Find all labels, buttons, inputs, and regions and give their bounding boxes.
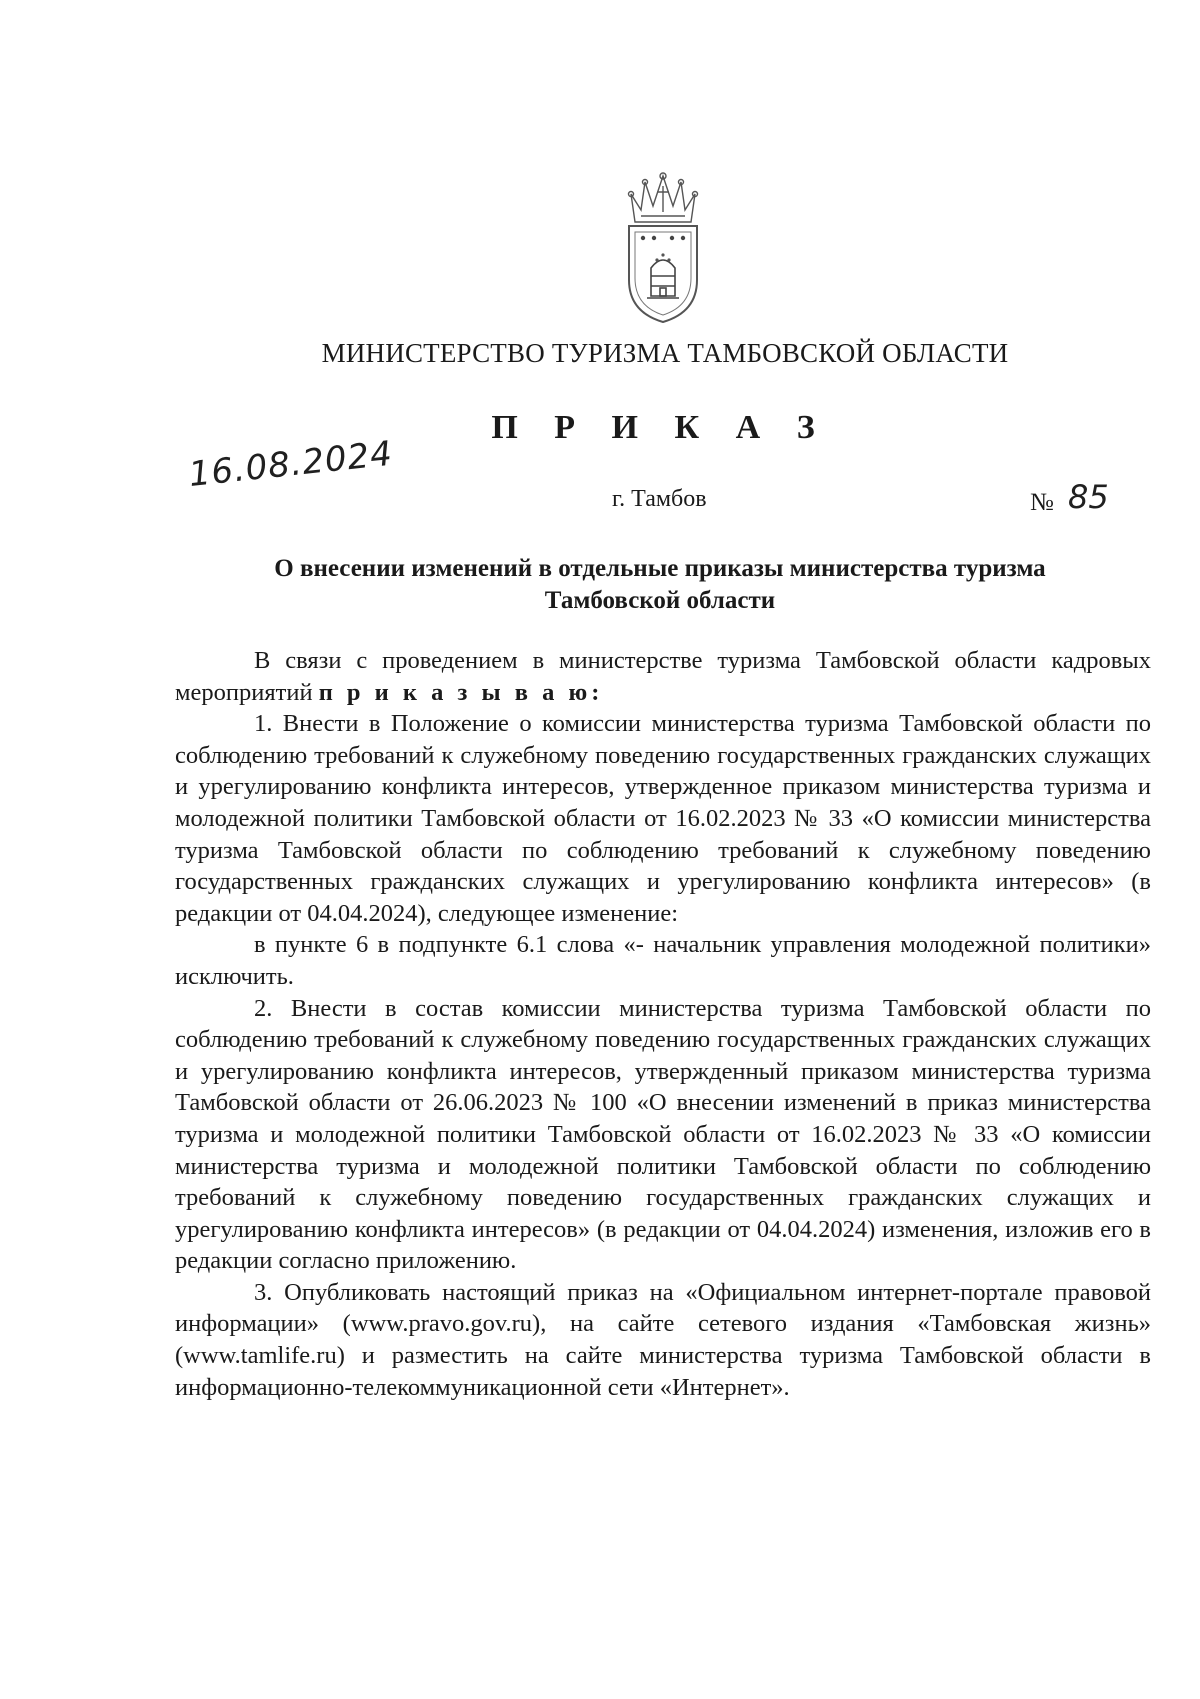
order-subject (200, 553, 1120, 617)
item-2: 2. Внести в состав комиссии министерства туризма Тамбовской области по соблюдению требований к служебному поведению государственных гражданских служащих и урегулированию конфликта интересов, утвержденный приказом министерства туризма Тамбовской области от 26.06.2023 № 100 «О внесении изменений в приказ министерства туризма и молодежной политики Тамбовской области от 16.02.2023 № 33 «О комиссии министерства туризма и молодежной политики Тамбовской области по соблюдению требований к служебному поведению государственных гражданских служащих и урегулированию конфликта интересов» (в редакции от 04.04.2024) изменения, изложив его в редакции согласно приложению. (175, 994, 1151, 1275)
subject-line-2: Тамбовской области (544, 587, 776, 614)
number-label: № (1030, 489, 1054, 516)
tambov-coat-of-arms-icon (617, 172, 709, 324)
subject-line-1: О внесении изменений в отдельные приказы министерства туризма (274, 555, 1046, 582)
ministry-name: МИНИСТЕРСТВО ТУРИЗМА ТАМБОВСКОЙ ОБЛАСТИ (321, 338, 1009, 368)
handwritten-number: 85 (1068, 478, 1109, 516)
item-3: 3. Опубликовать настоящий приказ на «Официальном интернет-портале правовой информации» (www.pravo.gov.ru), на сайте сетевого издания «Тамбовская жизнь» (www.tamlife.ru) и разместить на сайте министерства туризма Тамбовской области в информационно-телекоммуникационной сети «Интернет». (175, 1278, 1151, 1401)
intro-command: п р и к а з ы в а ю: (318, 678, 604, 706)
document-type: П Р И К А З (491, 409, 829, 446)
item-1: 1. Внести в Положение о комиссии министерства туризма Тамбовской области по соблюдению требований к служебному поведению государственных гражданских служащих и урегулированию конфликта интересов, утвержденное приказом министерства туризма и молодежной политики Тамбовской области от 16.02.2023 № 33 «О комиссии министерства туризма Тамбовской области по соблюдению требований к служебному поведению государственных гражданских служащих и урегулированию конфликта интересов» (в редакции от 04.04.2024), следующее изменение: (175, 710, 1151, 927)
item-1-sub: в пункте 6 в подпункте 6.1 слова «- начальник управления молодежной политики» исключить. (175, 931, 1151, 990)
city: г. Тамбов (612, 486, 707, 512)
intro-paragraph (175, 645, 1151, 708)
handwritten-date: 16.08.2024 (186, 433, 395, 495)
intro-text: В связи с проведением в министерстве туризма Тамбовской области кадровых мероприятий (175, 647, 1151, 706)
order-body (175, 645, 1151, 1403)
